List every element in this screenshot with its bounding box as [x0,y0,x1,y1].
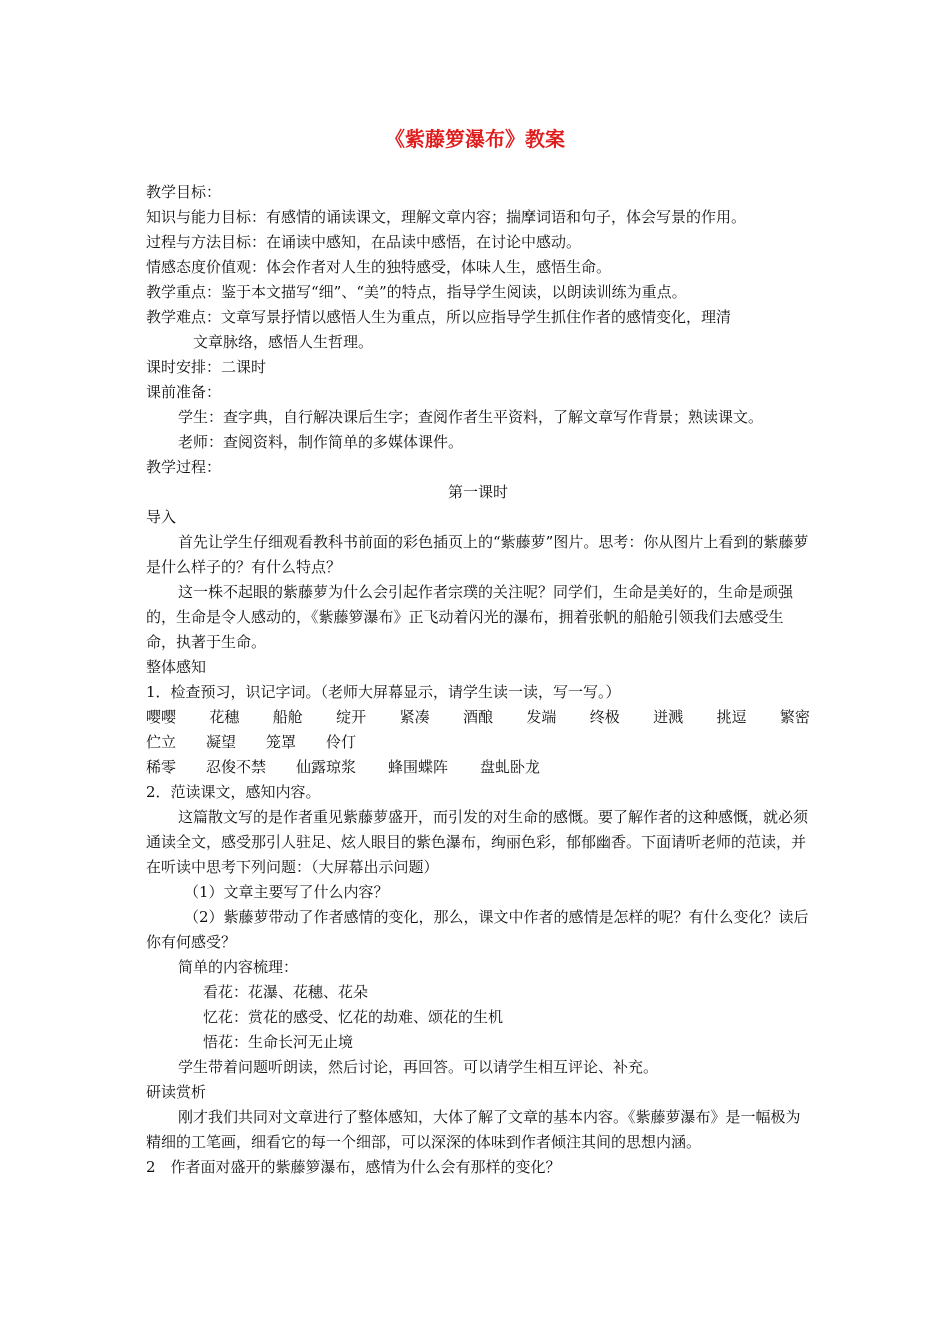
vocab-word: 凝望 [206,733,237,751]
intro-paragraph-2: 这一株不起眼的紫藤萝为什么会引起作者宗璞的关注呢？同学们，生命是美好的，生命是顽强的，生命是令人感动的，《紫藤箩瀑布》正飞动着闪光的瀑布，拥着张帆的船舱引领我们去感受生命，执著于生命。 [146,583,794,651]
vocab-word: 稀零 [146,758,177,776]
step-2: 2．范读课文，感知内容。 [146,783,321,801]
step-1: 1．检查预习，识记字词。（老师大屏幕显示，请学生读一读，写一写。） [146,683,621,701]
lesson-one-heading: 第一课时 [447,483,508,501]
study-heading: 研读赏析 [146,1083,207,1101]
vocab-word: 嘤嘤 [146,708,177,726]
question-1: （1）文章主要写了什么内容？ [184,883,389,901]
outline-heading: 简单的内容梳理： [178,958,299,976]
prep-heading: 课前准备： [146,383,222,401]
outline-item-1: 看花：花瀑、花穗、花朵 [203,983,369,1001]
vocab-word: 繁密 [779,708,810,726]
key-point: 教学重点：鉴于本文描写“细”、“美”的特点，指导学生阅读，以朗读训练为重点。 [146,283,687,301]
prep-teacher: 老师：查阅资料，制作简单的多媒体课件。 [178,433,464,451]
intro-heading: 导入 [146,508,177,526]
last-question: 2 作者面对盛开的紫藤箩瀑布，感情为什么会有那样的变化？ [146,1158,561,1176]
goals-heading: 教学目标： [146,183,222,201]
outline-item-2: 忆花：赏花的感受、忆花的劫难、颂花的生机 [203,1008,504,1026]
discuss-line: 学生带着问题听朗读，然后讨论，再回答。可以请学生相互评论、补充。 [178,1058,659,1076]
vocab-word: 笼罩 [266,733,297,751]
vocab-word: 盘虬卧龙 [480,758,541,776]
question-2: （2）紫藤萝带动了作者感情的变化，那么，课文中作者的感情是怎样的呢？有什么变化？读后你有何感受？ [146,908,809,951]
difficulty-line-1: 教学难点：文章写景抒情以感悟人生为重点，所以应指导学生抓住作者的感情变化，理清 [146,308,732,326]
vocab-word: 酒酿 [462,708,493,726]
difficulty-line-2: 文章脉络，感悟人生哲理。 [193,333,374,351]
overall-heading: 整体感知 [146,658,207,676]
vocab-word: 蜂围蝶阵 [388,758,449,776]
outline-item-3: 悟花：生命长河无止境 [203,1033,354,1051]
schedule: 课时安排：二课时 [146,358,267,376]
vocab-word: 伶仃 [326,733,357,751]
goal-emotion: 情感态度价值观：体会作者对人生的独特感受，体味人生，感悟生命。 [146,258,612,276]
vocab-word: 仙露琼浆 [296,758,357,776]
document-body [146,180,810,1180]
vocab-word: 紧凑 [399,708,430,726]
goal-knowledge: 知识与能力目标：有感情的诵读课文，理解文章内容；揣摩词语和句子，体会写景的作用。 [146,208,747,226]
vocab-word: 花穗 [209,708,240,726]
goal-process: 过程与方法目标：在诵读中感知，在品读中感悟，在讨论中感动。 [146,233,582,251]
vocab-word: 伫立 [146,733,177,751]
vocab-word: 船舱 [272,708,303,726]
vocab-row-2 [146,730,810,755]
document-title: 《紫藤箩瀑布》教案 [385,127,565,151]
process-heading: 教学过程： [146,458,222,476]
vocab-row-1 [146,705,810,730]
step-2-paragraph: 这篇散文写的是作者重见紫藤萝盛开，而引发的对生命的感慨。要了解作者的这种感慨，就必须通读全文，感受那引人驻足、炫人眼目的紫色瀑布，绚丽色彩，郁郁幽香。下面请听老师的范读，并在听读中思考下列问题：（大屏幕出示问题） [146,808,809,876]
vocab-word: 忍俊不禁 [206,758,267,776]
vocab-word: 绽开 [336,708,367,726]
vocab-word: 迸溅 [653,708,684,726]
vocab-word: 终极 [589,708,620,726]
vocab-word: 发端 [526,708,557,726]
prep-student: 学生：查字典，自行解决课后生字；查阅作者生平资料，了解文章写作背景；熟读课文。 [178,408,764,426]
vocab-row-3 [146,755,810,780]
vocab-word: 挑逗 [716,708,747,726]
study-paragraph: 刚才我们共同对文章进行了整体感知，大体了解了文章的基本内容。《紫藤萝瀑布》是一幅极为精细的工笔画，细看它的每一个细部，可以深深的体味到作者倾注其间的思想内涵。 [146,1108,801,1151]
intro-paragraph-1: 首先让学生仔细观看教科书前面的彩色插页上的“紫藤萝”图片。思考：你从图片上看到的紫藤萝是什么样子的？有什么特点？ [146,533,809,576]
